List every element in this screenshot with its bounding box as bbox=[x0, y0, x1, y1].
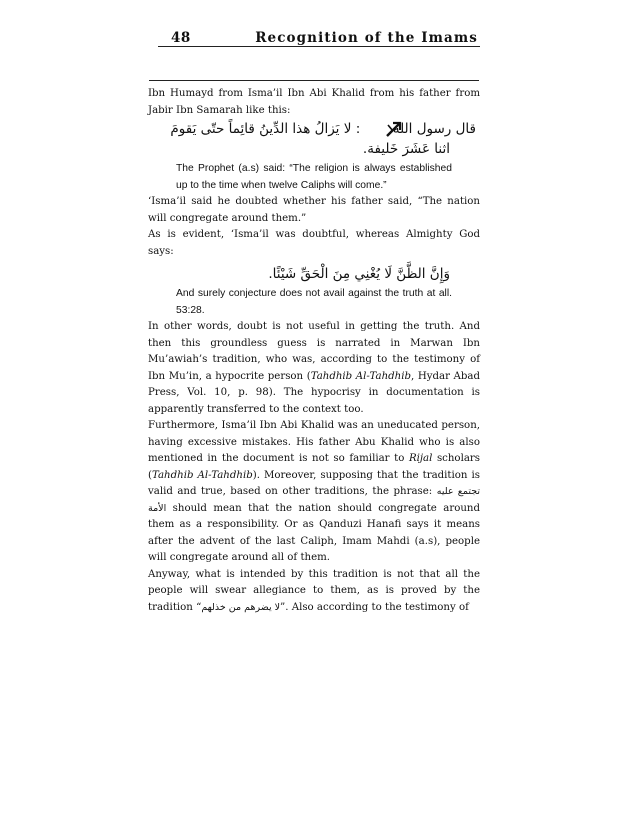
paragraph-doubt: ‘Isma’il said he doubted whether his father said, “The nation will congregate around them.” bbox=[148, 196, 480, 224]
p5-text-b: scholars ( bbox=[148, 453, 480, 481]
quote-translation-1: The Prophet (a.s) said: “The religion is always established up to the time when twelve Caliphs will come.” bbox=[176, 163, 452, 191]
p6-arabic-phrase: لا يضرهم من خذلهم bbox=[201, 601, 281, 613]
quote-translation-2: And surely conjecture does not avail against the truth at all. 53:28. bbox=[176, 288, 452, 316]
paragraph-furthermore bbox=[148, 418, 480, 567]
p5-text-a: Furthermore, Isma’il Ibn Abi Khalid was an uneducated person, having excessive mistakes. His father Abu Khalid who is also mentioned in the document is not so familiar to bbox=[148, 420, 480, 464]
arabic-verse: وَإِنَّ الظَّنَّ لَا يُغْنِي مِنَ الْحَقِّ شَيْئًا. bbox=[268, 266, 450, 282]
paragraph-anyway bbox=[148, 567, 480, 617]
section-rule bbox=[149, 80, 479, 81]
p5-text-c: ). Moreover, supposing that the tradition is valid and true, based on other traditions, the phrase: bbox=[148, 469, 480, 497]
paragraph-evident: As is evident, ‘Isma’il was doubtful, whereas Almighty God says: bbox=[148, 229, 480, 257]
p5-citation: Tahdhib Al-Tahdhib bbox=[151, 469, 253, 481]
running-title: Recognition of the Imams bbox=[255, 30, 478, 46]
arabic-hadith-line-2: اثنا عَشَرَ خَليفة. bbox=[362, 141, 450, 157]
arabic-hadith-line-1 bbox=[148, 119, 480, 139]
p4-text-a: In other words, doubt is not useful in getting the truth. And then this groundless guess is narrated in Marwan Ibn Mu’awiah’s tradition, who was, according to the testimony of Ibn Mu’in, a hypocrite person ( bbox=[148, 321, 480, 382]
p4-text-b: , Hydar Abad Press, Vol. 10, p. 98). The hypocrisy in documentation is apparently transferred to the context too. bbox=[148, 370, 481, 415]
page-body bbox=[148, 86, 480, 616]
p5-arabic-phrase: تجتمع عليه الأمة bbox=[148, 486, 480, 514]
arabic-hadith bbox=[148, 119, 480, 159]
p5-text-d: should mean that the nation should congregate around them as a responsibility. Or as Qanduzi Hanafi says it means after the advent of the last Caliph, Imam Mahdi (a.s), people will congregate around all of them. bbox=[148, 502, 480, 563]
page-number: 48 bbox=[171, 30, 191, 46]
p6-text-b: ”. Also according to the testimony of bbox=[280, 601, 469, 613]
p4-citation: Tahdhib Al-Tahdhib bbox=[310, 370, 411, 382]
arabic-hadith-prefix: قال رسول الله bbox=[392, 121, 476, 137]
p6-text-a: Anyway, what is intended by this tradition is not that all the people will swear allegiance to them, as is proved by the tradition “ bbox=[148, 568, 480, 613]
p5-rijal: Rijal bbox=[408, 453, 433, 464]
header-rule bbox=[158, 46, 480, 47]
saw-ligature-icon bbox=[384, 119, 404, 139]
arabic-hadith-text: : لا يَزالُ هذا الدِّينُ قائِماً حتّى يَقومَ bbox=[170, 121, 361, 137]
paragraph-isnad: Ibn Humayd from Isma’il Ibn Abi Khalid from his father from Jabir Ibn Samarah like this: bbox=[148, 88, 480, 116]
paragraph-conjecture bbox=[148, 319, 480, 418]
